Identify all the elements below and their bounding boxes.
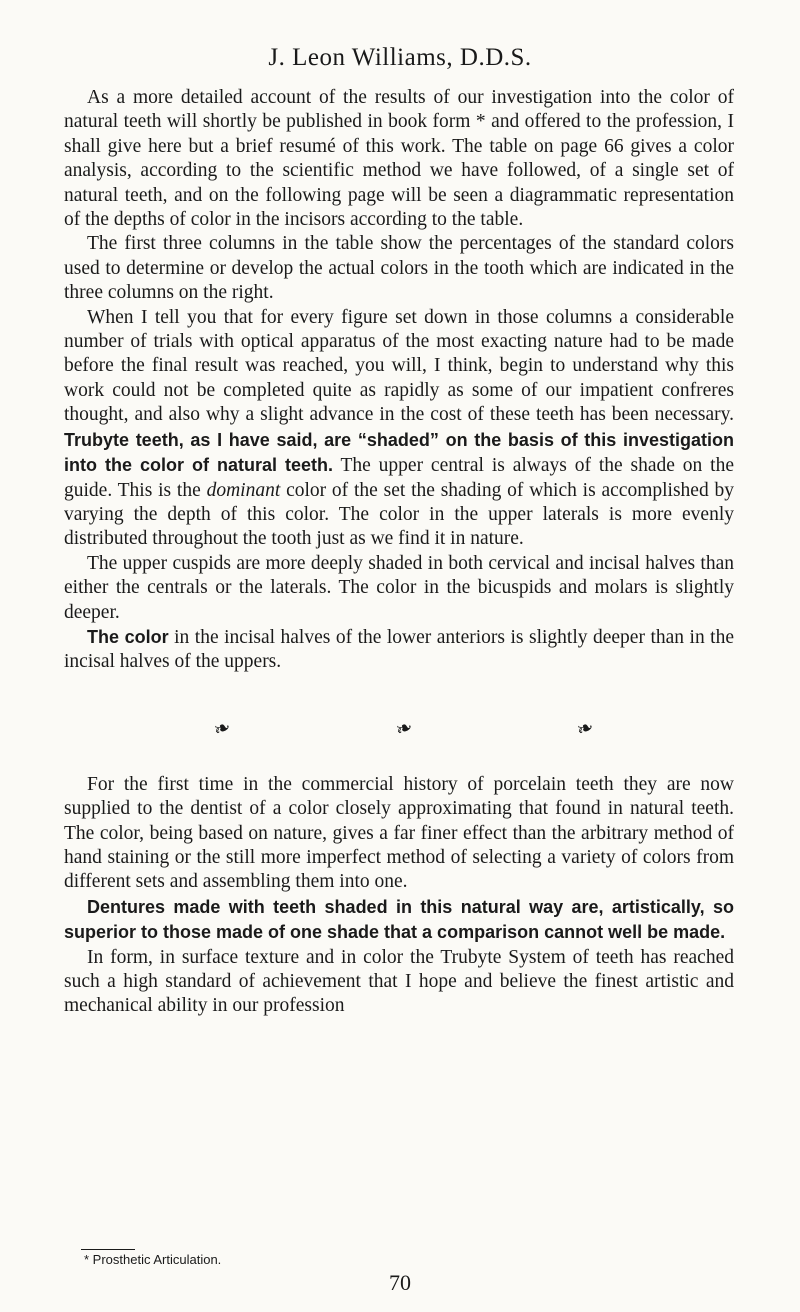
paragraph-text: When I tell you that for every figure set down in those columns a considerable number of trials with optical apparatus of the most exacting nature had to be made before the final result was reached, you will, I think, begin to understand why this work could not be completed quite as rapidly as some of our impatient confreres thought, and also why a slight advance in the cost of these teeth has been necessary. <box>64 306 734 426</box>
paragraph-trubyte-system <box>64 946 734 1019</box>
paragraph-cuspids <box>64 552 734 625</box>
leaf-ornament-icon: ❧ <box>210 715 235 742</box>
paragraph-lower-anteriors <box>64 625 734 675</box>
paragraph-text: The upper cuspids are more deeply shaded in both cervical and incisal halves than either the centrals or the laterals. The color in the bicuspids and molars is slightly deeper. <box>64 552 734 623</box>
bold-statement: Trubyte teeth, as I have said, are “shaded” on the basis of this investigation into the color of natural teeth. <box>64 429 734 476</box>
body-text <box>64 86 734 1019</box>
italic-term: dominant <box>206 479 281 501</box>
paragraph-table-columns <box>64 232 734 305</box>
paragraph-text: In form, in surface texture and in color the Trubyte System of teeth has reached such a high standard of achievement that I hope and believe the finest artistic and mechanical ability in our profession <box>64 946 734 1017</box>
bold-statement: Dentures made with teeth shaded in this natural way are, artistically, so superior to those made of one shade that a comparison cannot well be made. <box>64 896 734 943</box>
page-number: 70 <box>389 1270 411 1295</box>
running-head: J. Leon Williams, D.D.S. <box>268 44 532 71</box>
paragraph-dentures <box>64 895 734 946</box>
paragraph-text: For the first time in the commercial history of porcelain teeth they are now supplied to the dentist of a color closely approximating that found in natural teeth. The color, being based on nature, gives a far finer effect than the arbitrary method of hand staining or the still more imperfect method of selecting a variety of colors from different sets and assembling them into one. <box>64 773 734 893</box>
footnote-rule <box>81 1249 135 1250</box>
leaf-ornament-icon: ❧ <box>573 715 598 742</box>
paragraph-trials <box>64 306 734 552</box>
bold-lead: The color <box>87 626 169 647</box>
paragraph-intro <box>64 86 734 232</box>
paragraph-text: The first three columns in the table show the percentages of the standard colors used to determine or develop the actual colors in the tooth which are indicated in the three columns on the right. <box>64 233 734 304</box>
ornament-divider <box>204 715 598 742</box>
paragraph-commercial-history <box>64 773 734 895</box>
paragraph-text: As a more detailed account of the results of our investigation into the color of natural teeth will shortly be published in book form * and offered to the profession, I shall give here but a brief resumé of this work. The table on page 66 gives a color analysis, according to the scientific method we have followed, of a single set of natural teeth, and on the following page will be seen a diagrammatic representation of the depths of color in the incisors according to the table. <box>64 87 734 231</box>
leaf-ornament-icon: ❧ <box>392 715 416 742</box>
paragraph-text: color of the set the shading of which is accomplished by varying the depth of this color. The color in the upper laterals is more evenly distributed throughout the tooth just as we find it in nature. <box>64 479 735 550</box>
paragraph-text: in the incisal halves of the lower anteriors is slightly deeper than in the incisal halves of the uppers. <box>64 626 735 673</box>
paragraph-text: The upper central is always of the shade on the guide. This is the <box>64 455 734 501</box>
footnote: * Prosthetic Articulation. <box>84 1252 222 1267</box>
